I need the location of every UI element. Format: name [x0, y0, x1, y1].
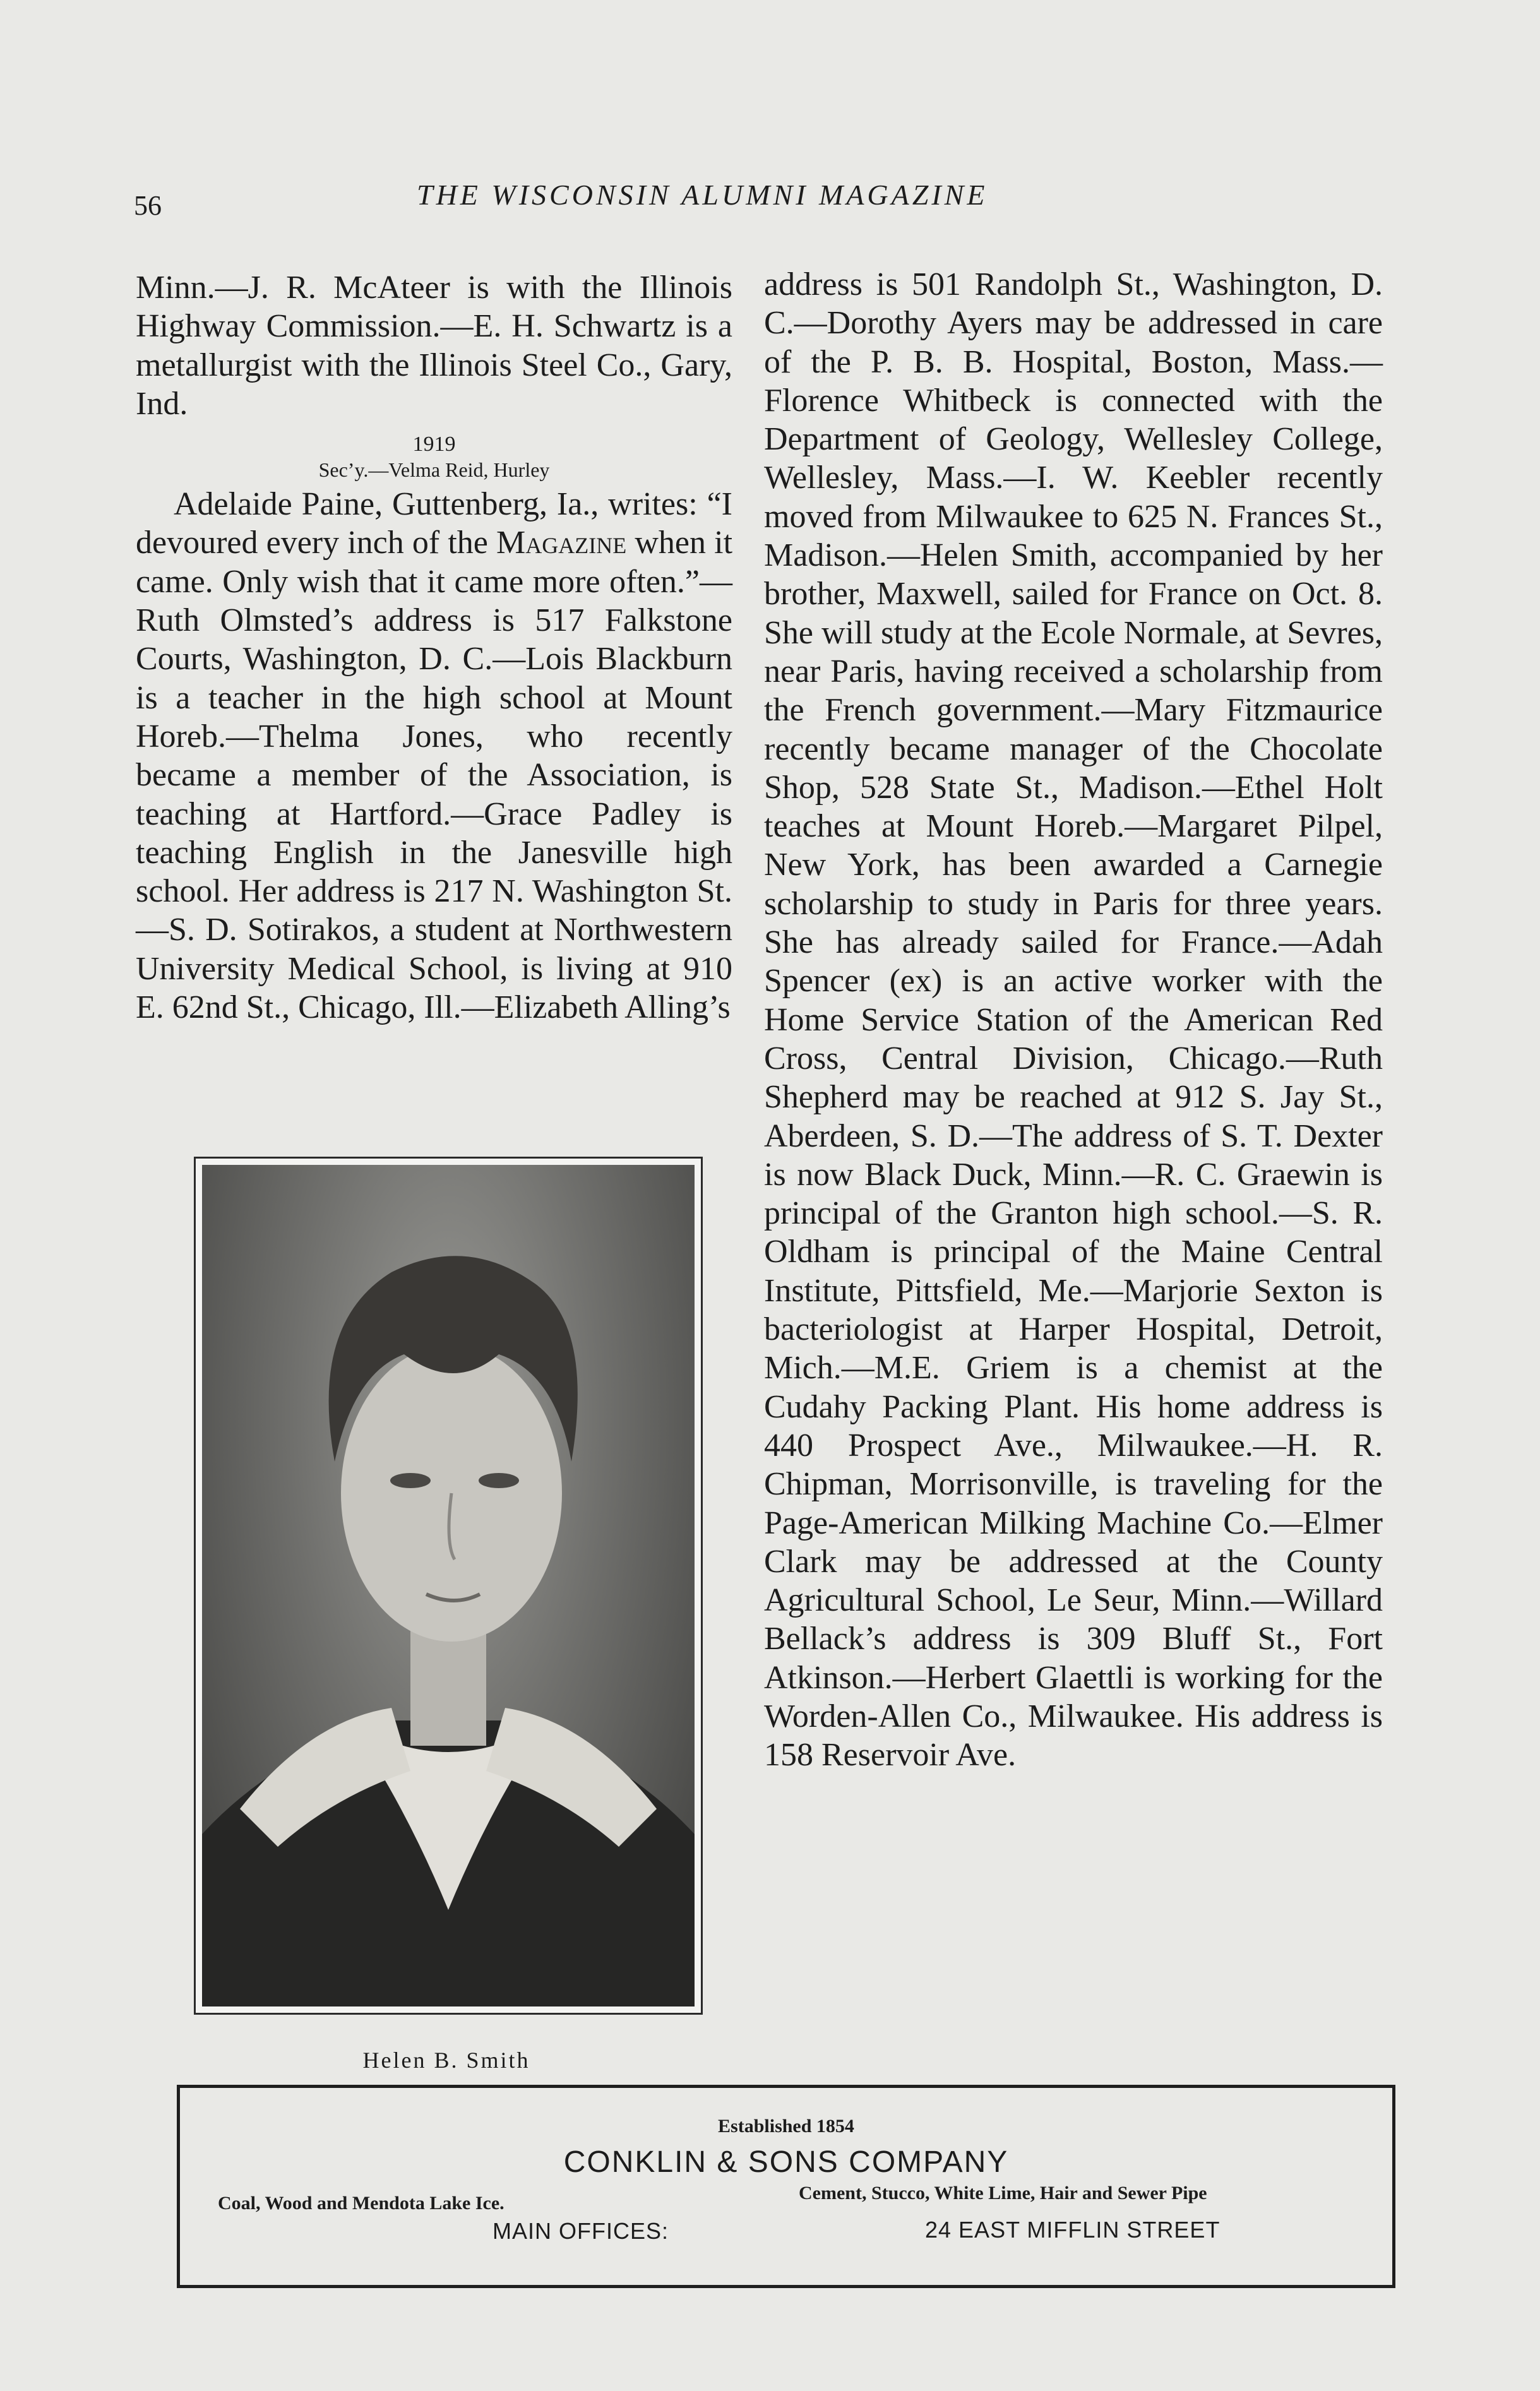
right-column-paragraph: address is 501 Randolph St., Washington, D. C.—Dorothy Ayers may be addressed in care of the P. B. B. Hospital, Boston, Mass.—Florence Whitbeck is connected with the Department of Geology, Wellesley College, Wellesley, Mass.—I. W. Keebler recently moved from Milwaukee to 625 N. Frances St., Madison.—Helen Smith, accompanied by her brother, Maxwell, sailed for France on Oct. 8. She will study at the Ecole Normale, at Sevres, near Paris, having received a scholarship from the French government.—Mary Fitzmaurice recently became manager of the Chocolate Shop, 528 State St., Madison.—Ethel Holt teaches at Mount Horeb.—Margaret Pilpel, New York, has been awarded a Carnegie scholarship to study in Paris for three years. She has already sailed for France.—Adah Spencer (ex) is an active worker with the Home Service Station of the American Red Cross, Central Division, Chicago.—Ruth Shepherd may be reached at 912 S. Jay St., Aberdeen, S. D.—The address of S. T. Dexter is now Black Duck, Minn.—R. C. Graewin is principal of the Granton high school.—S. R. Oldham is principal of the Maine Central Institute, Pittsfield, Me.—Marjorie Sexton is bacteriologist at Harper Hospital, Detroit, Mich.—M.E. Griem is a chemist at the Cudahy Packing Plant. His home address is 440 Prospect Ave., Milwaukee.—H. R. Chipman, Morrisonville, is traveling for the Page-American Milking Machine Co.—Elmer Clark may be addressed at the County Agricultural School, Le Seur, Minn.—Willard Bellack’s address is 309 Bluff St., Fort Atkinson.—Herbert Glaettli is working for the Worden-Allen Co., Milwaukee. His address is 158 Reservoir Ave.: [764, 266, 1383, 1774]
photo-caption: Helen B. Smith: [362, 2048, 530, 2073]
portrait-photo-frame: [194, 1157, 703, 2015]
continued-paragraph: Minn.—J. R. McAteer is with the Illinois Highway Commission.—E. H. Schwartz is a metallurgist with the Illinois Steel Co., Gary, Ind.: [136, 270, 732, 422]
portrait-photo: [202, 1165, 695, 2006]
paragraph-text-start: Adelaide Paine, Guttenberg, Ia., writes: “I devoured every inch of the: [136, 486, 732, 561]
paragraph-text-end: when it came. Only wish that it came more often.”—Ruth Olmsted’s address is 517 Falkstone Courts, Washington, D. C.—Lois Blackburn is a teacher in the high school at Mount Horeb.—Thelma Jones, who recently became a member of the Association, is teaching at Hartford.—Grace Padley is teaching English in the Janesville high school. Her address is 217 N. Washington St.—S. D. Sotirakos, a student at Northwestern University Medical School, is living at 910 E. 62nd St., Chicago, Ill.—Elizabeth Alling’s: [136, 525, 733, 1026]
magazine-word: Magazine: [496, 525, 627, 561]
ad-right-products: Cement, Stucco, White Lime, Hair and Sewer Pipe: [799, 2183, 1207, 2203]
left-column: [136, 268, 732, 1027]
ad-offices-label: MAIN OFFICES:: [492, 2218, 669, 2244]
class-secretary: Sec’y.—Velma Reid, Hurley: [318, 458, 550, 482]
class-notes-paragraph: [136, 485, 732, 1027]
page-number: 56: [134, 190, 162, 221]
ad-company-name: CONKLIN & SONS COMPANY: [563, 2145, 1009, 2179]
ad-left-products: Coal, Wood and Mendota Lake Ice.: [218, 2193, 504, 2214]
class-year-heading: 1919: [412, 432, 456, 456]
portrait-illustration: [202, 1165, 695, 2006]
right-column: [764, 265, 1383, 1775]
ad-street-address: 24 EAST MIFFLIN STREET: [925, 2217, 1221, 2243]
running-head: THE WISCONSIN ALUMNI MAGAZINE: [417, 179, 988, 211]
ad-established: Established 1854: [718, 2116, 854, 2137]
advertisement-box: [177, 2085, 1395, 2288]
